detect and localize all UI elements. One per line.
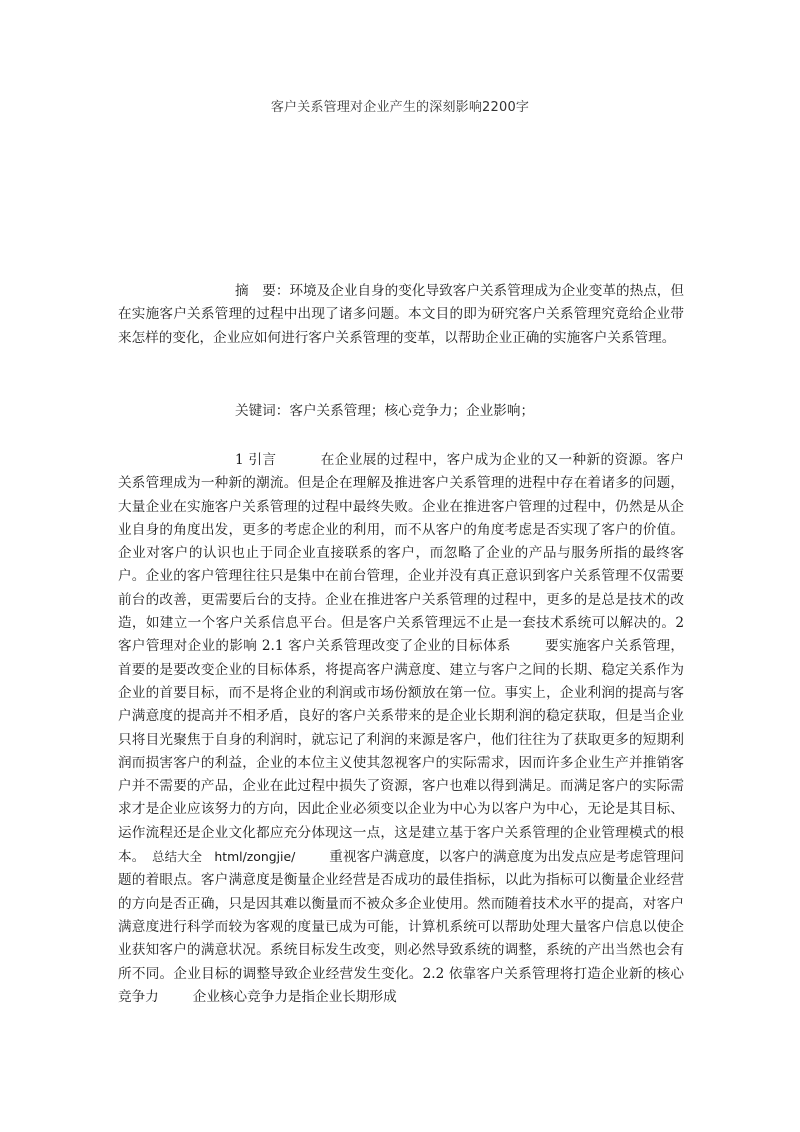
- keywords-label: 关键词：: [235, 403, 290, 419]
- abstract-paragraph: [118, 280, 684, 350]
- section-2-1-text-a: 要实施客户关系管理，首要的是要改变企业的目标体系，将提高客户满意度、建立与客户之间的长期、稳定关系作为企业的首要目标，而不是将企业的利润或市场份额放在第一位。事实上，企业利润的提高与客户满意度的提高并不相矛盾，良好的客户关系带来的是企业长期利润的稳定获取，但是当企业只将目光聚焦于自身的利润时，就忘记了利润的来源是客户，他们往往为了获取更多的短期利润而损害客户的利益，企业的本位主义使其忽视客户的实际需求，因而许多企业生产并推销客户并不需要的产品，企业在此过程中损失了资源，客户也难以得到满足。而满足客户的实际需求才是企业应该努力的方向，因此企业必须变以企业为中心为以客户为中心，无论是其目标、运作流程还是企业文化都应充分体现这一点，这是建立基于客户关系管理的企业管理模式的根本。: [118, 638, 684, 866]
- keywords-paragraph: [118, 400, 684, 423]
- section-2-1-text-b: 重视客户满意度，以客户的满意度为出发点应是考虑管理问题的着眼点。客户满意度是衡量企业经营是否成功的最佳指标，以此为指标可以衡量企业经营的方向是否正确，只是因其难以衡量而不被众多企业使用。然而随着技术水平的提高，对客户满意度进行科学而较为客观的度量已成为可能，计算机系统可以帮助处理大量客户信息以使企业获知客户的满意状况。系统目标发生改变，则必然导致系统的调整，系统的产出当然也会有所不同。企业目标的调整导致企业经营发生变化。: [118, 849, 685, 982]
- section-2-2-heading: 2.2 依靠客户关系管理将打造企业新的核心竞争力: [118, 965, 684, 1005]
- body-paragraph: [118, 449, 684, 1009]
- section-2-1-heading: 2.1 客户关系管理改变了企业的目标体系: [261, 638, 511, 655]
- section-1-text: 在企业展的过程中，客户成为企业的又一种新的资源。客户关系管理成为一种新的潮流。但是企在理解及推进客户关系管理的进程中存在着诸多的问题，大量企业在实施客户关系管理的过程中最终失败。企业在推进客户管理的过程中，仍然是从企业自身的角度出发，更多的考虑企业的利用，而不从客户的角度考虑是否实现了客户的价值。企业对客户的认识也止于同企业直接联系的客户，而忽略了企业的产品与服务所指的最终客户。企业的客户管理往往只是集中在前台管理，企业并没有真正意识到客户关系管理不仅需要前台的改善，更需要后台的支持。企业在推进客户关系管理的过程中，更多的是总是技术的改造，如建立一个客户关系信息平台。但是客户关系管理远不止是一套技术系统可以解决的。: [118, 452, 684, 632]
- abstract-label: 摘 要：: [235, 283, 290, 299]
- document-title: 客户关系管理对企业产生的深刻影响2200字: [270, 100, 530, 115]
- section-1-heading: 1 引言: [235, 452, 277, 468]
- summary-link-text: 总结大全 html/zongjie/: [152, 849, 296, 865]
- keywords-text: 客户关系管理；核心竞争力；企业影响；: [289, 403, 535, 419]
- section-2-2-text: 企业核心竞争力是指企业长期形成: [192, 988, 397, 1005]
- section-2-heading: 2 客户管理对企业的影响: [118, 615, 684, 655]
- abstract-text: 环境及企业自身的变化导致客户关系管理成为企业变革的热点，但在实施客户关系管理的过程中出现了诸多问题。本文目的即为研究客户关系管理究竟给企业带来怎样的变化，企业应如何进行客户关系管理的变革，以帮助企业正确的实施客户关系管理。: [118, 283, 685, 346]
